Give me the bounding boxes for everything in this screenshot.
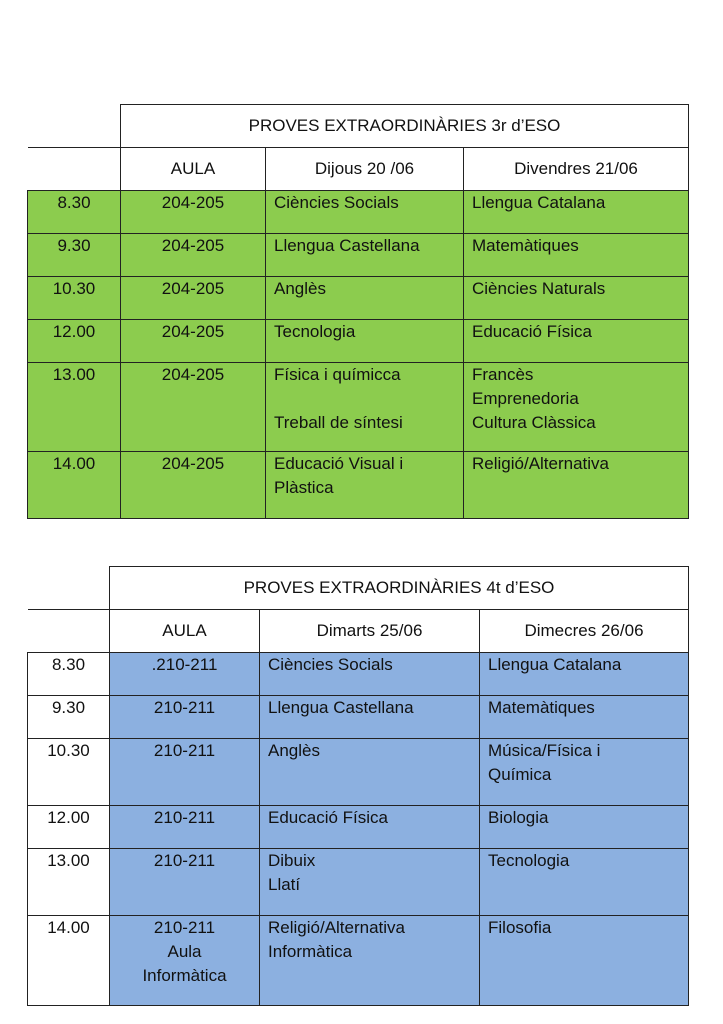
aula-cell-line: Informàtica <box>142 966 227 985</box>
day2-subject-cell <box>480 696 689 739</box>
time-cell: 10.30 <box>28 739 110 806</box>
aula-cell <box>110 806 260 849</box>
aula-cell <box>110 653 260 696</box>
day2-subject-cell <box>464 234 689 277</box>
day1-subject-cell-line: Ciències Socials <box>274 193 399 212</box>
aula-cell-line: .210-211 <box>151 655 218 674</box>
column-header-day1: Dijous 20 /06 <box>266 148 464 191</box>
day2-subject-cell <box>464 320 689 363</box>
day2-subject-cell <box>480 806 689 849</box>
aula-cell-line: 210-211 <box>153 741 216 760</box>
day2-subject-cell <box>480 653 689 696</box>
day2-subject-cell-line: Educació Física <box>472 322 592 341</box>
table-title: PROVES EXTRAORDINÀRIES 4t d’ESO <box>110 567 689 610</box>
time-cell: 14.00 <box>28 916 110 1006</box>
day2-subject-cell-line: Cultura Clàssica <box>472 413 596 432</box>
time-cell: 13.00 <box>28 849 110 916</box>
column-header-aula: AULA <box>110 610 260 653</box>
day2-subject-cell-line: Tecnologia <box>488 851 570 870</box>
day1-subject-cell-line: Treball de síntesi <box>274 413 403 432</box>
day1-subject-cell-line: Ciències Socials <box>268 655 393 674</box>
column-header-day1: Dimarts 25/06 <box>260 610 480 653</box>
table-row <box>28 916 689 1006</box>
time-cell: 8.30 <box>28 191 121 234</box>
aula-cell <box>110 916 260 1006</box>
day2-subject-cell-line: Biologia <box>488 808 549 827</box>
time-cell: 9.30 <box>28 234 121 277</box>
aula-cell <box>121 452 266 519</box>
table-row <box>28 806 689 849</box>
aula-cell-line: 210-211 <box>153 808 216 827</box>
time-cell: 12.00 <box>28 806 110 849</box>
schedule-table-4t-eso <box>27 566 689 1006</box>
day2-subject-cell-line: Llengua Catalana <box>488 655 622 674</box>
aula-cell-line: Aula <box>167 942 202 961</box>
time-cell: 10.30 <box>28 277 121 320</box>
day1-subject-cell-line: Anglès <box>268 741 320 760</box>
day1-subject-cell <box>260 849 480 916</box>
aula-cell-line: 204-205 <box>161 454 225 473</box>
day2-subject-cell <box>480 916 689 1006</box>
aula-cell-line: 204-205 <box>161 193 225 212</box>
aula-cell <box>110 739 260 806</box>
day2-subject-cell <box>464 191 689 234</box>
table-row <box>28 696 689 739</box>
day1-subject-cell <box>260 806 480 849</box>
day1-subject-cell <box>266 363 464 452</box>
day1-subject-cell-line: Llengua Castellana <box>268 698 414 717</box>
day2-subject-cell-line: Ciències Naturals <box>472 279 606 298</box>
table-body <box>28 191 689 519</box>
day2-subject-cell-line: Llengua Catalana <box>472 193 606 212</box>
day1-subject-cell <box>260 916 480 1006</box>
column-header-day2: Dimecres 26/06 <box>480 610 689 653</box>
corner-blank-cell <box>28 105 121 148</box>
day1-subject-cell <box>266 320 464 363</box>
corner-blank-cell <box>28 610 110 653</box>
day2-subject-cell <box>464 277 689 320</box>
day1-subject-cell-line: Educació Visual i <box>274 454 404 473</box>
aula-cell <box>110 696 260 739</box>
day2-subject-cell-line: Francès <box>472 365 534 384</box>
day1-subject-cell <box>266 277 464 320</box>
day2-subject-cell <box>464 363 689 452</box>
table-title: PROVES EXTRAORDINÀRIES 3r d’ESO <box>121 105 689 148</box>
day2-subject-cell <box>464 452 689 519</box>
aula-cell-line: 204-205 <box>161 279 225 298</box>
day1-subject-cell-line: Física i químicca <box>274 365 401 384</box>
day1-subject-cell <box>260 653 480 696</box>
day2-subject-cell-line: Música/Física i <box>488 741 601 760</box>
day2-subject-cell-line: Química <box>488 765 552 784</box>
aula-cell-line: 210-211 <box>153 918 216 937</box>
day2-subject-cell-line: Matemàtiques <box>488 698 595 717</box>
aula-cell <box>121 234 266 277</box>
day2-subject-cell <box>480 739 689 806</box>
day1-subject-cell-line: Religió/Alternativa <box>268 918 406 937</box>
day1-subject-cell <box>266 452 464 519</box>
day2-subject-cell-line: Emprenedoria <box>472 389 579 408</box>
day1-subject-cell-line: Llengua Castellana <box>274 236 420 255</box>
aula-cell-line: 210-211 <box>153 698 216 717</box>
table-row <box>28 739 689 806</box>
day1-subject-cell <box>266 234 464 277</box>
table-row <box>28 191 689 234</box>
time-cell: 8.30 <box>28 653 110 696</box>
table-row <box>28 277 689 320</box>
column-header-day2: Divendres 21/06 <box>464 148 689 191</box>
day1-subject-cell-line: Educació Física <box>268 808 388 827</box>
day1-subject-cell-line: Llatí <box>268 875 301 894</box>
table-row <box>28 363 689 452</box>
table-row <box>28 234 689 277</box>
day2-subject-cell-line: Filosofia <box>488 918 552 937</box>
day1-subject-cell-line: Tecnologia <box>274 322 356 341</box>
corner-blank-cell <box>28 567 110 610</box>
time-cell: 13.00 <box>28 363 121 452</box>
table-row <box>28 653 689 696</box>
aula-cell-line: 204-205 <box>161 365 225 384</box>
day2-subject-cell-line: Religió/Alternativa <box>472 454 610 473</box>
day2-subject-cell-line: Matemàtiques <box>472 236 579 255</box>
table-body <box>28 653 689 1006</box>
table-row <box>28 452 689 519</box>
day1-subject-cell <box>260 696 480 739</box>
day1-subject-cell <box>266 191 464 234</box>
aula-cell-line: 204-205 <box>161 322 225 341</box>
day1-subject-cell-line: Informàtica <box>268 942 353 961</box>
corner-blank-cell <box>28 148 121 191</box>
aula-cell-line: 210-211 <box>153 851 216 870</box>
day1-subject-cell-line: Dibuix <box>268 851 316 870</box>
time-cell: 12.00 <box>28 320 121 363</box>
day1-subject-cell-line <box>274 387 463 411</box>
day1-subject-cell-line: Anglès <box>274 279 326 298</box>
day2-subject-cell <box>480 849 689 916</box>
column-header-aula: AULA <box>121 148 266 191</box>
aula-cell <box>121 277 266 320</box>
day1-subject-cell <box>260 739 480 806</box>
aula-cell <box>110 849 260 916</box>
aula-cell-line: 204-205 <box>161 236 225 255</box>
aula-cell <box>121 363 266 452</box>
day1-subject-cell-line: Plàstica <box>274 478 334 497</box>
time-cell: 9.30 <box>28 696 110 739</box>
aula-cell <box>121 191 266 234</box>
aula-cell <box>121 320 266 363</box>
schedule-table-3r-eso <box>27 104 689 519</box>
time-cell: 14.00 <box>28 452 121 519</box>
table-row <box>28 849 689 916</box>
table-row <box>28 320 689 363</box>
